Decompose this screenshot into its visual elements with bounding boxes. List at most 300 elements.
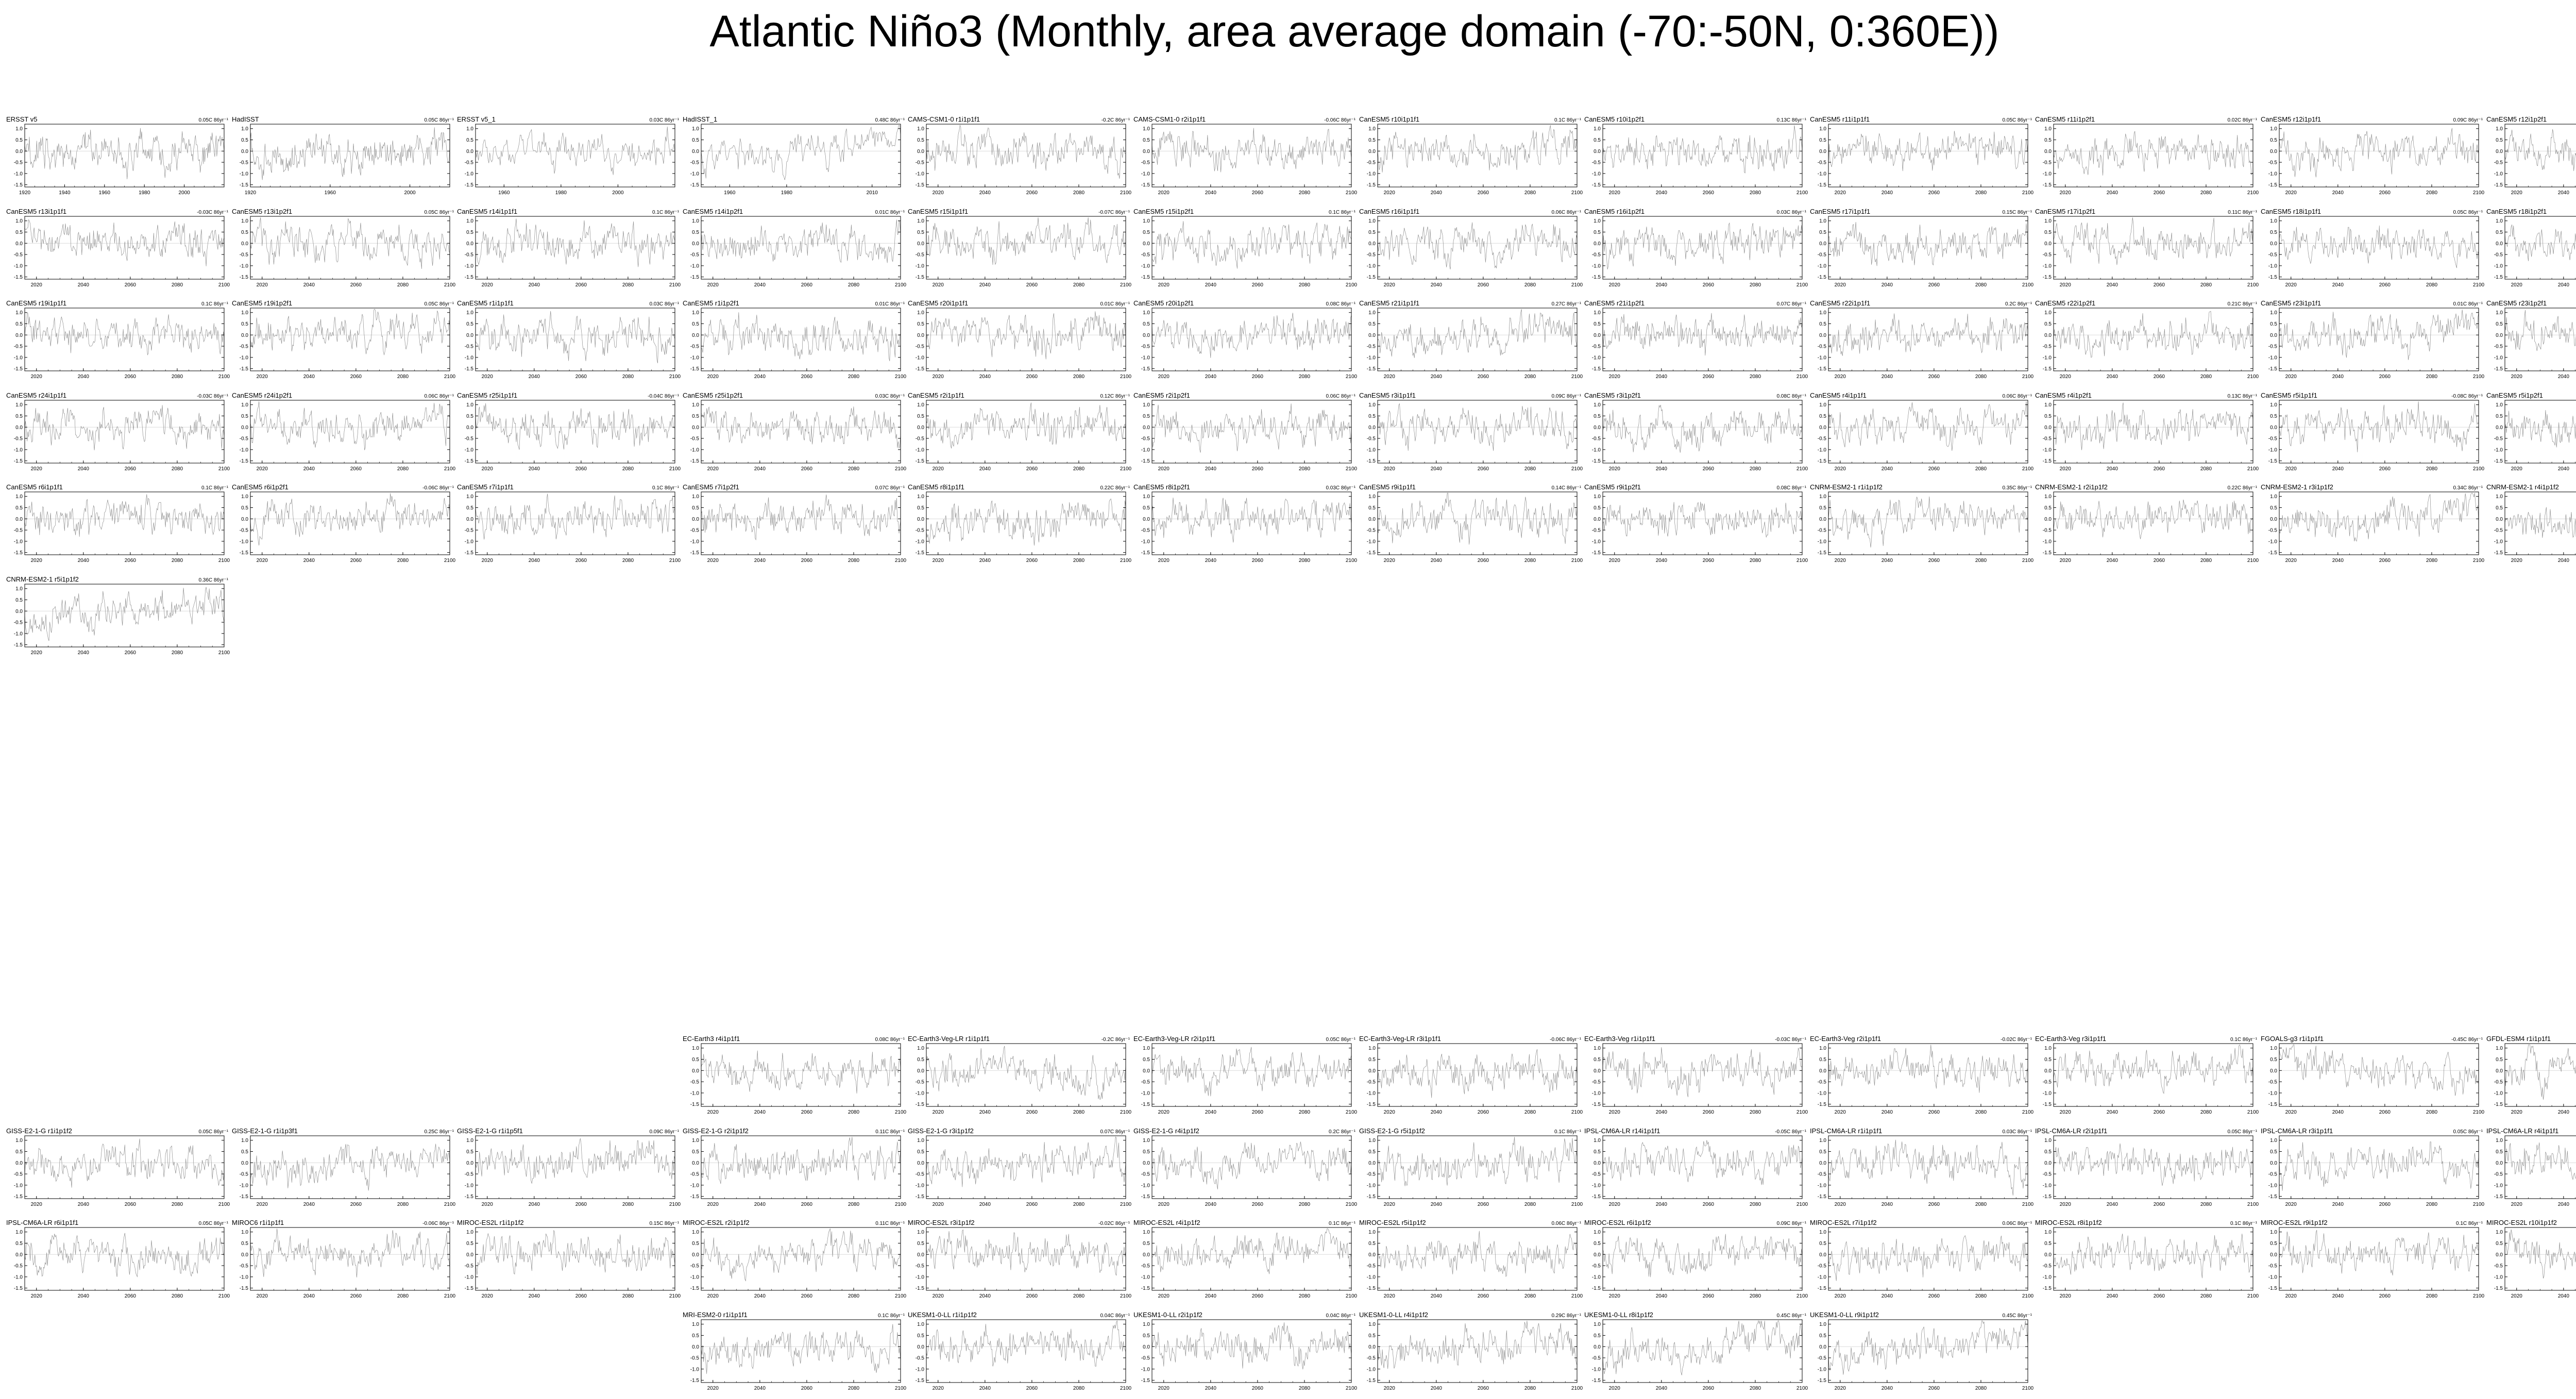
y-tick-label: -1.5	[1592, 1286, 1601, 1291]
y-tick-label: -1.0	[239, 1274, 248, 1280]
y-tick-label: 0.0	[2496, 424, 2503, 430]
y-tick-label: -1.0	[1592, 1274, 1601, 1280]
y-tick-label: 0.0	[2270, 149, 2277, 155]
y-tick-label: 0.5	[241, 321, 248, 327]
y-tick-label: -1.0	[1592, 263, 1601, 269]
x-tick-label: 2100	[2247, 1110, 2259, 1115]
y-tick-label: 0.5	[2044, 414, 2052, 419]
chart-panel	[1809, 300, 2034, 387]
y-tick-label: -0.5	[14, 344, 23, 350]
y-tick-label: -1.0	[1818, 1183, 1827, 1188]
x-tick-label: 2060	[575, 374, 587, 380]
chart-panel	[2260, 1219, 2485, 1307]
plot-frame	[2505, 1044, 2576, 1106]
x-tick-label: 1960	[498, 190, 510, 196]
y-tick-label: -1.5	[1366, 550, 1376, 556]
x-tick-label: 2060	[2154, 374, 2165, 380]
x-tick-label: 2060	[350, 282, 362, 288]
panel-title: CanESM5 r4i1p1f1	[1810, 392, 1867, 399]
panel-trend-label: -0.03C 86yr⁻¹	[197, 394, 229, 399]
y-tick-label: -0.5	[1818, 1080, 1827, 1085]
plot-frame	[476, 400, 675, 463]
x-tick-label: 2040	[979, 466, 991, 472]
chart-panel	[5, 1219, 230, 1307]
y-tick-label: 0.5	[2496, 1241, 2503, 1247]
panel-trend-label: 0.05C 86yr⁻¹	[2453, 210, 2483, 215]
series-line	[926, 402, 1126, 448]
y-tick-label: -1.5	[2494, 182, 2503, 188]
y-tick-label: -0.5	[2268, 528, 2278, 534]
y-tick-label: -0.5	[239, 160, 248, 166]
series-line	[701, 312, 901, 361]
x-tick-label: 2080	[1975, 374, 1987, 380]
plot-frame	[1828, 1044, 2028, 1106]
x-tick-label: 2100	[2022, 1110, 2034, 1115]
series-line	[1152, 128, 1351, 173]
x-tick-label: 2080	[848, 1293, 860, 1299]
x-tick-label: 2060	[2154, 1202, 2165, 1207]
y-tick-label: 0.0	[2270, 424, 2277, 430]
plot-frame	[1603, 124, 1802, 187]
y-tick-label: -1.5	[14, 1194, 23, 1200]
panel-trend-label: 0.09C 86yr⁻¹	[1777, 1221, 1807, 1226]
panel-title: CanESM5 r11i1p1f1	[1810, 116, 1870, 123]
x-tick-label: 2100	[2022, 1293, 2034, 1299]
x-tick-label: 2080	[1299, 374, 1311, 380]
chart-panel	[907, 484, 1132, 571]
x-tick-label: 2020	[482, 558, 494, 564]
x-tick-label: 2100	[2247, 558, 2259, 564]
series-line	[1378, 1231, 1577, 1276]
y-tick-label: -0.5	[239, 528, 248, 534]
plot-frame	[476, 124, 675, 187]
panel-title: IPSL-CM6A-LR r1i1p1f1	[1810, 1128, 1882, 1135]
panel-trend-label: 0.07C 86yr⁻¹	[875, 485, 905, 491]
y-tick-label: 0.5	[2270, 230, 2277, 235]
x-tick-label: 2040	[1430, 1293, 1442, 1299]
x-tick-label: 2060	[125, 650, 137, 656]
y-tick-label: 0.0	[15, 333, 23, 338]
x-tick-label: 2020	[2060, 282, 2072, 288]
x-tick-label: 2020	[1158, 1293, 1170, 1299]
y-tick-label: -1.5	[239, 550, 248, 556]
panel-title: CanESM5 r23i1p2f1	[2486, 300, 2547, 307]
chart-panel	[1809, 1219, 2034, 1307]
y-tick-label: -1.0	[690, 1183, 700, 1188]
y-tick-label: -1.5	[1366, 1102, 1376, 1107]
panel-title: GISS-E2-1-G r1i1p1f2	[6, 1128, 72, 1135]
y-tick-label: 1.0	[2496, 494, 2503, 500]
series-line	[2279, 1230, 2479, 1275]
x-tick-label: 2040	[1205, 466, 1217, 472]
y-tick-label: -1.0	[14, 539, 23, 544]
x-tick-label: 2060	[2379, 1202, 2391, 1207]
series-line	[476, 494, 675, 540]
y-tick-label: -1.5	[2043, 550, 2052, 556]
y-tick-label: 0.5	[1594, 414, 1601, 419]
y-tick-label: -1.0	[1818, 263, 1827, 269]
y-tick-label: 0.5	[1368, 1149, 1376, 1155]
x-tick-label: 2060	[1928, 466, 1940, 472]
panel-svg	[2485, 1035, 2576, 1123]
panel-svg	[1132, 1035, 1358, 1123]
y-tick-label: 0.5	[2270, 414, 2277, 419]
panel-svg	[2260, 392, 2485, 480]
x-tick-label: 2060	[1928, 558, 1940, 564]
panel-svg	[2260, 116, 2485, 203]
y-tick-label: 1.0	[917, 494, 924, 500]
x-tick-label: 1920	[244, 190, 256, 196]
y-tick-label: -0.5	[1818, 436, 1827, 441]
y-tick-label: -0.5	[465, 528, 474, 534]
x-tick-label: 2060	[1928, 190, 1940, 196]
y-tick-label: 0.5	[1368, 414, 1376, 419]
y-tick-label: 1.0	[1819, 1046, 1826, 1051]
chart-panel	[1809, 208, 2034, 296]
x-tick-label: 2080	[2200, 558, 2212, 564]
x-tick-label: 2020	[482, 466, 494, 472]
panel-svg	[5, 576, 230, 663]
x-tick-label: 2020	[1158, 374, 1170, 380]
y-tick-label: -1.0	[1818, 1090, 1827, 1096]
chart-panel	[2034, 1219, 2259, 1307]
panel-title: CanESM5 r8i1p2f1	[1133, 484, 1190, 491]
y-tick-label: -1.0	[465, 355, 474, 361]
panel-svg	[231, 300, 456, 387]
series-line	[1603, 223, 1802, 269]
x-tick-label: 2100	[669, 374, 681, 380]
y-tick-label: -0.5	[2494, 528, 2503, 534]
x-tick-label: 2040	[1430, 190, 1442, 196]
y-tick-label: -1.5	[2494, 366, 2503, 372]
y-tick-label: 0.5	[2044, 1057, 2052, 1063]
x-tick-label: 2060	[1026, 282, 1038, 288]
y-tick-label: 1.0	[692, 218, 699, 224]
chart-panel	[1358, 208, 1583, 296]
y-tick-label: 0.0	[466, 241, 473, 246]
y-tick-label: -1.0	[465, 1183, 474, 1188]
y-tick-label: -1.5	[239, 1286, 248, 1291]
x-tick-label: 2100	[1797, 374, 1808, 380]
panel-svg	[1809, 116, 2034, 203]
y-tick-label: 1.0	[1143, 402, 1150, 408]
x-tick-label: 2100	[1346, 190, 1358, 196]
panel-svg	[1132, 208, 1358, 296]
y-tick-label: -0.5	[2494, 1080, 2503, 1085]
y-tick-label: -0.5	[2494, 344, 2503, 350]
x-tick-label: 2060	[801, 1202, 813, 1207]
y-tick-label: 0.5	[2270, 1057, 2277, 1063]
x-tick-label: 2040	[2557, 558, 2569, 564]
plot-frame	[2279, 1136, 2479, 1199]
y-tick-label: 0.0	[1143, 241, 1150, 246]
y-tick-label: -0.5	[2043, 436, 2052, 441]
y-tick-label: -1.5	[2494, 1194, 2503, 1200]
x-tick-label: 2060	[1026, 1293, 1038, 1299]
y-tick-label: -1.5	[690, 275, 700, 280]
y-tick-label: 0.0	[2270, 517, 2277, 522]
panel-title: MIROC-ES2L r10i1p1f2	[2486, 1219, 2557, 1226]
y-tick-label: -1.0	[2494, 171, 2503, 177]
x-tick-label: 2020	[31, 1202, 43, 1207]
x-tick-label: 2040	[1205, 558, 1217, 564]
y-tick-label: 0.5	[466, 230, 473, 235]
y-tick-label: -1.5	[1818, 1286, 1827, 1291]
series-line	[476, 311, 675, 363]
x-tick-label: 2060	[2154, 558, 2165, 564]
y-tick-label: 1.0	[1819, 1230, 1826, 1235]
panel-trend-label: 0.1C 86yr⁻¹	[2230, 1221, 2258, 1226]
y-tick-label: 0.0	[2496, 1160, 2503, 1166]
x-tick-label: 2080	[1524, 1110, 1536, 1115]
y-tick-label: -1.0	[1592, 539, 1601, 544]
panel-svg	[1132, 1128, 1358, 1215]
series-line	[2054, 500, 2253, 539]
panel-trend-label: 0.08C 86yr⁻¹	[875, 1037, 905, 1043]
panel-title: GISS-E2-1-G r5i1p1f2	[1359, 1128, 1425, 1135]
x-tick-label: 2060	[1703, 558, 1715, 564]
panel-svg	[2260, 484, 2485, 571]
x-tick-label: 2100	[2022, 466, 2034, 472]
x-tick-label: 2020	[1834, 190, 1846, 196]
panel-svg	[907, 116, 1132, 203]
y-tick-label: 1.0	[2496, 1138, 2503, 1144]
plot-frame	[25, 584, 224, 647]
panel-svg	[2485, 208, 2576, 296]
y-tick-label: 1.0	[1594, 1046, 1601, 1051]
y-tick-label: 0.5	[1368, 505, 1376, 511]
panel-title: CanESM5 r12i1p1f1	[2261, 116, 2321, 123]
y-tick-label: -1.5	[2268, 458, 2278, 464]
x-tick-label: 2040	[1656, 190, 1668, 196]
y-tick-label: 0.0	[1143, 1252, 1150, 1258]
y-tick-label: -0.5	[2268, 436, 2278, 441]
x-tick-label: 2020	[482, 1202, 494, 1207]
panel-trend-label: -0.03C 86yr⁻¹	[1775, 1037, 1807, 1043]
x-tick-label: 2060	[1252, 1202, 1264, 1207]
chart-panel	[2485, 208, 2576, 296]
panel-title: CanESM5 r25i1p2f1	[683, 392, 743, 399]
x-tick-label: 2080	[397, 374, 409, 380]
x-tick-label: 2100	[1346, 1293, 1358, 1299]
y-tick-label: -0.5	[690, 344, 700, 350]
x-tick-label: 2060	[1477, 466, 1489, 472]
x-tick-label: 2080	[1975, 558, 1987, 564]
panel-trend-label: 0.06C 86yr⁻¹	[2002, 1221, 2032, 1226]
y-tick-label: -1.5	[690, 1102, 700, 1107]
x-tick-label: 2020	[2285, 190, 2297, 196]
chart-panel	[1358, 392, 1583, 480]
x-tick-label: 2080	[397, 282, 409, 288]
panel-title: CanESM5 r20i1p1f1	[908, 300, 968, 307]
y-tick-label: 0.5	[1143, 321, 1150, 327]
y-tick-label: 0.0	[1594, 1252, 1601, 1258]
plot-frame	[1378, 400, 1577, 463]
panel-svg	[231, 1128, 456, 1215]
y-tick-label: -1.0	[2268, 1274, 2278, 1280]
x-tick-label: 2080	[848, 1110, 860, 1115]
x-tick-label: 2000	[404, 190, 416, 196]
y-tick-label: 0.5	[1143, 138, 1150, 143]
panel-svg	[2260, 1035, 2485, 1123]
panel-svg	[2485, 116, 2576, 203]
x-tick-label: 2080	[1975, 190, 1987, 196]
y-tick-label: -0.5	[2043, 160, 2052, 166]
x-tick-label: 2100	[1571, 558, 1583, 564]
y-tick-label: -1.5	[465, 1194, 474, 1200]
plot-frame	[2054, 400, 2253, 463]
x-tick-label: 2060	[801, 1293, 813, 1299]
panel-title: EC-Earth3-Veg-LR r3i1p1f1	[1359, 1035, 1441, 1043]
plot-frame	[2279, 308, 2479, 371]
series-line	[1378, 1137, 1577, 1186]
chart-panel	[2485, 484, 2576, 571]
y-tick-label: 0.0	[1368, 1160, 1376, 1166]
x-tick-label: 2100	[2247, 374, 2259, 380]
panel-trend-label: 0.01C 86yr⁻¹	[875, 210, 905, 215]
series-line	[1152, 1229, 1351, 1274]
y-tick-label: -1.0	[1818, 447, 1827, 453]
plot-frame	[1603, 492, 1802, 555]
plot-frame	[1603, 1227, 1802, 1290]
y-tick-label: 1.0	[241, 218, 248, 224]
y-tick-label: -1.5	[1592, 182, 1601, 188]
y-tick-label: 1.0	[15, 1230, 23, 1235]
series-line	[25, 219, 224, 266]
x-tick-label: 2080	[1524, 1293, 1536, 1299]
y-tick-label: -1.0	[1818, 539, 1827, 544]
y-tick-label: 1.0	[692, 1322, 699, 1327]
y-tick-label: 0.5	[1143, 1149, 1150, 1155]
panel-title: MIROC-ES2L r4i1p1f2	[1133, 1219, 1200, 1226]
y-tick-label: 0.5	[1594, 230, 1601, 235]
panel-trend-label: 0.11C 86yr⁻¹	[875, 1129, 905, 1135]
x-tick-label: 2100	[1797, 282, 1808, 288]
x-tick-label: 2040	[529, 558, 540, 564]
x-tick-label: 2020	[1834, 466, 1846, 472]
y-tick-label: 0.0	[1819, 517, 1826, 522]
x-tick-label: 2080	[1299, 1293, 1311, 1299]
panel-title: ERSST v5_1	[457, 116, 496, 123]
plot-frame	[2279, 1044, 2479, 1106]
panel-title: MIROC-ES2L r3i1p1f2	[908, 1219, 975, 1226]
y-tick-label: -1.0	[1141, 171, 1150, 177]
y-tick-label: 0.5	[1819, 321, 1826, 327]
panel-svg	[231, 392, 456, 480]
chart-panel	[1358, 1219, 1583, 1307]
panel-svg	[907, 1219, 1132, 1307]
x-tick-label: 2060	[2154, 466, 2165, 472]
x-tick-label: 2080	[1524, 374, 1536, 380]
panel-trend-label: 0.05C 86yr⁻¹	[424, 301, 454, 307]
chart-panel	[456, 116, 681, 203]
x-tick-label: 2020	[2285, 374, 2297, 380]
panel-svg	[231, 484, 456, 571]
chart-panel	[2485, 1128, 2576, 1215]
panel-trend-label: -0.04C 86yr⁻¹	[648, 394, 680, 399]
y-tick-label: -1.5	[916, 182, 925, 188]
y-tick-label: 0.0	[2044, 149, 2052, 155]
chart-panel	[907, 1219, 1132, 1307]
panel-trend-label: 0.13C 86yr⁻¹	[1777, 117, 1807, 123]
x-tick-label: 2080	[1073, 1202, 1085, 1207]
chart-panel	[1132, 1128, 1358, 1215]
x-tick-label: 2060	[1026, 190, 1038, 196]
chart-panel	[907, 116, 1132, 203]
plot-frame	[701, 1320, 901, 1383]
plot-frame	[250, 1136, 450, 1199]
series-line	[2505, 1142, 2576, 1185]
panel-trend-label: 0.07C 86yr⁻¹	[1100, 1129, 1130, 1135]
y-tick-label: -1.0	[14, 263, 23, 269]
panel-trend-label: 0.05C 86yr⁻¹	[2002, 117, 2032, 123]
series-line	[476, 218, 675, 267]
x-tick-label: 2080	[1073, 466, 1085, 472]
x-tick-label: 2060	[2154, 190, 2165, 196]
panel-svg	[1132, 300, 1358, 387]
panel-svg	[2034, 300, 2259, 387]
panel-svg	[682, 300, 907, 387]
y-tick-label: 0.0	[2044, 333, 2052, 338]
x-tick-label: 2100	[895, 1202, 907, 1207]
y-tick-label: 0.5	[2044, 1241, 2052, 1247]
y-tick-label: 1.0	[1368, 310, 1376, 316]
y-tick-label: -1.0	[14, 1183, 23, 1188]
x-tick-label: 2080	[1750, 282, 1761, 288]
panel-title: CanESM5 r2i1p2f1	[1133, 392, 1190, 399]
y-tick-label: -1.5	[1366, 458, 1376, 464]
chart-panel	[2034, 300, 2259, 387]
panel-title: CanESM5 r18i1p1f1	[2261, 208, 2321, 215]
panel-title: EC-Earth3-Veg r2i1p1f1	[1810, 1035, 1881, 1043]
y-tick-label: 1.0	[15, 310, 23, 316]
chart-panel	[2260, 300, 2485, 387]
x-tick-label: 2040	[2557, 466, 2569, 472]
y-tick-label: -1.5	[239, 275, 248, 280]
x-tick-label: 2080	[622, 282, 634, 288]
y-tick-label: -1.0	[2494, 1090, 2503, 1096]
y-tick-label: 0.5	[1819, 138, 1826, 143]
x-tick-label: 2020	[31, 558, 43, 564]
y-tick-label: -0.5	[465, 252, 474, 258]
panel-title: GISS-E2-1-G r3i1p1f2	[908, 1128, 974, 1135]
x-tick-label: 2080	[1975, 1202, 1987, 1207]
y-tick-label: 0.0	[1143, 424, 1150, 430]
series-line	[926, 1230, 1126, 1276]
panel-title: CanESM5 r3i1p1f1	[1359, 392, 1416, 399]
panel-trend-label: -0.45C 86yr⁻¹	[2451, 1037, 2483, 1043]
y-tick-label: 0.0	[466, 517, 473, 522]
y-tick-label: -1.5	[690, 1378, 700, 1384]
y-tick-label: -1.0	[14, 631, 23, 637]
panel-svg	[907, 484, 1132, 571]
x-tick-label: 2100	[1120, 1293, 1132, 1299]
x-tick-label: 2080	[397, 1202, 409, 1207]
y-tick-label: -0.5	[465, 344, 474, 350]
panel-title: CanESM5 r7i1p1f1	[457, 484, 514, 491]
x-tick-label: 2080	[2426, 190, 2438, 196]
y-tick-label: 0.5	[692, 1057, 699, 1063]
x-tick-label: 2040	[1656, 282, 1668, 288]
chart-panel	[1132, 392, 1358, 480]
y-tick-label: -1.0	[2043, 1183, 2052, 1188]
panel-title: CanESM5 r3i1p2f1	[1584, 392, 1641, 399]
x-tick-label: 2000	[178, 190, 190, 196]
y-tick-label: 1.0	[2496, 402, 2503, 408]
panel-trend-label: -0.03C 86yr⁻¹	[197, 210, 229, 215]
y-tick-label: -0.5	[1141, 252, 1150, 258]
x-tick-label: 2020	[2511, 1293, 2522, 1299]
